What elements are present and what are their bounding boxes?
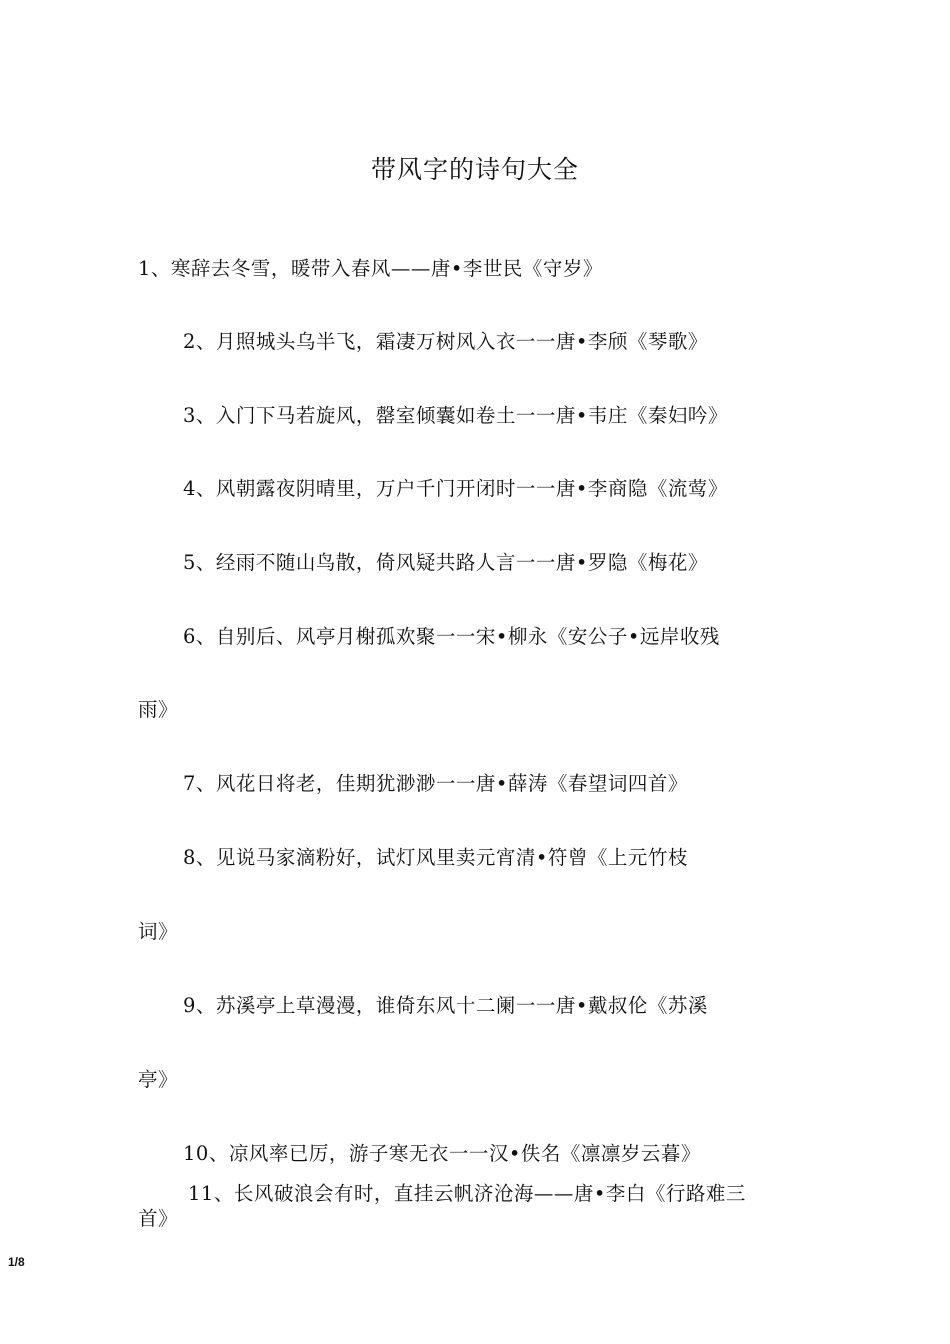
poem-line-3: 3、入门下马若旋风，罄室倾囊如卷土一一唐•韦庄《秦妇吟》 — [183, 404, 728, 427]
document-title: 带风字的诗句大全 — [370, 155, 579, 184]
poem-line-8-continued: 词》 — [138, 920, 179, 943]
poem-line-6-continued: 雨》 — [138, 698, 179, 721]
poem-line-9-continued: 亭》 — [138, 1068, 179, 1091]
poem-line-4: 4、风朝露夜阴晴里，万户千门开闭时一一唐•李商隐《流莺》 — [183, 477, 728, 500]
poem-line-6: 6、自别后、风亭月榭孤欢聚一一宋•柳永《安公子•远岸收残 — [183, 625, 720, 648]
poem-line-5: 5、经雨不随山鸟散，倚风疑共路人言一一唐•罗隐《梅花》 — [183, 551, 708, 574]
poem-line-1: 1、寒辞去冬雪，暖带入春风——唐•李世民《守岁》 — [138, 257, 603, 280]
poem-line-9: 9、苏溪亭上草漫漫，谁倚东风十二阑一一唐•戴叔伦《苏溪 — [183, 994, 708, 1017]
poem-line-2: 2、月照城头乌半飞，霜凄万树风入衣一一唐•李颀《琴歌》 — [183, 330, 708, 353]
poem-line-11: 11、长风破浪会有时，直挂云帆济沧海——唐•李白《行路难三 — [188, 1182, 746, 1205]
poem-line-10: 10、凉风率已厉，游子寒无衣一一汉•佚名《凛凛岁云暮》 — [183, 1142, 701, 1165]
poem-line-11-continued: 首》 — [138, 1207, 179, 1230]
page-number: 1/8 — [8, 1255, 25, 1269]
poem-line-8: 8、见说马家滴粉好，试灯风里卖元宵清•符曾《上元竹枝 — [183, 846, 688, 869]
poem-line-7: 7、风花日将老，佳期犹渺渺一一唐•薛涛《春望词四首》 — [183, 772, 688, 795]
